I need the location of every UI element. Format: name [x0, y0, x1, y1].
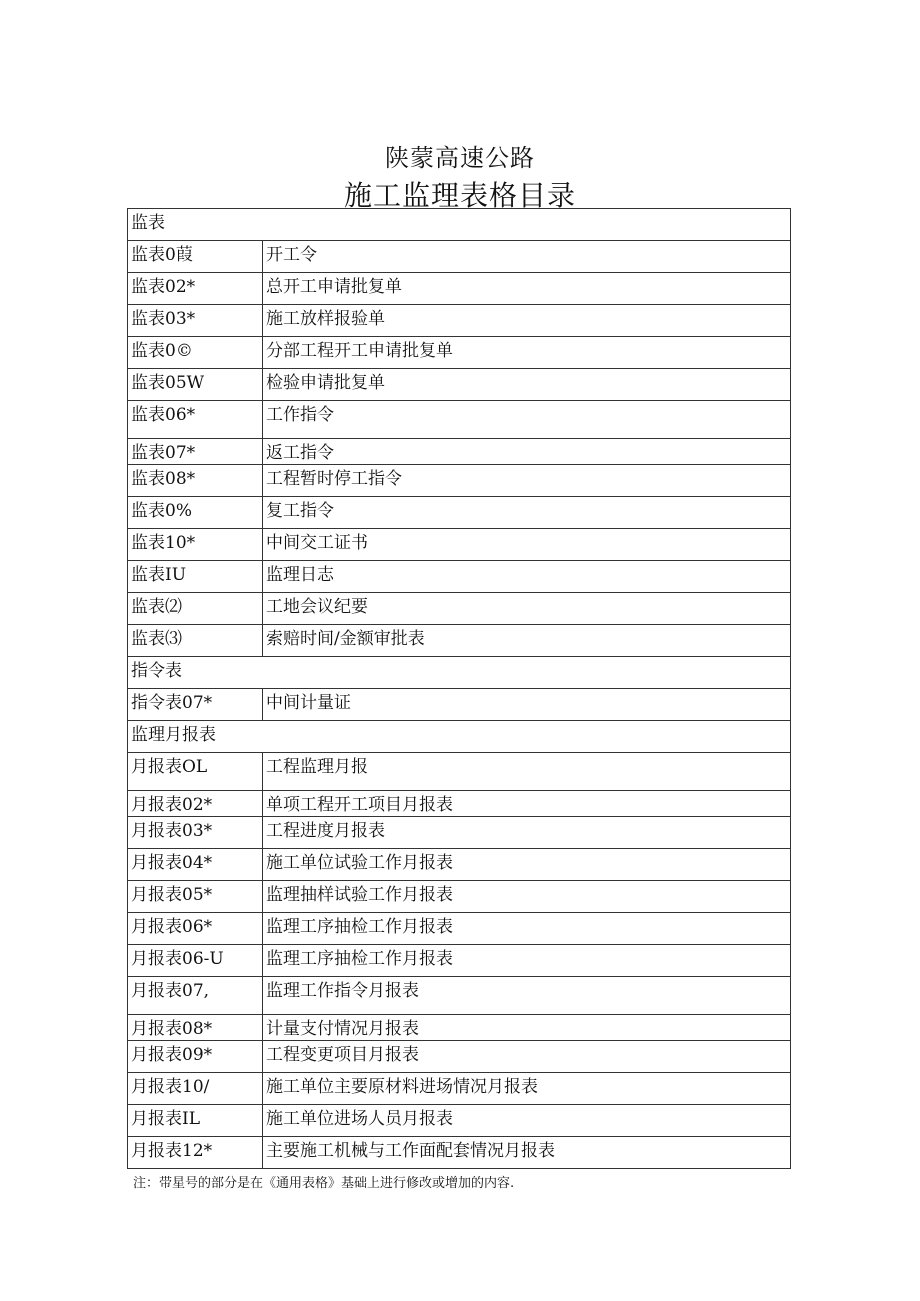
form-name: 返工指令: [263, 439, 791, 465]
form-name: 主要施工机械与工作面配套情况月报表: [263, 1137, 791, 1169]
form-name: 施工单位进场人员月报表: [263, 1105, 791, 1137]
form-name: 计量支付情况月报表: [263, 1015, 791, 1041]
table-row: [128, 1105, 791, 1137]
form-code: 监表IU: [128, 561, 263, 593]
footnote: 注：带星号的部分是在《通用表格》基础上进行修改或增加的内容.: [133, 1176, 515, 1191]
table-row: [128, 1041, 791, 1073]
form-code: 指令表07*: [128, 689, 263, 721]
table-row: [128, 561, 791, 593]
form-name: 施工单位主要原材料进场情况月报表: [263, 1073, 791, 1105]
form-code: 监表0%: [128, 497, 263, 529]
table-row: [128, 337, 791, 369]
form-code: 监表⑶: [128, 625, 263, 657]
table-row: [128, 977, 791, 1015]
form-catalog-table: [127, 208, 791, 1169]
table-row: [128, 1137, 791, 1169]
form-name: 工程进度月报表: [263, 817, 791, 849]
section-row: [128, 657, 791, 689]
form-name: 监理工序抽检工作月报表: [263, 945, 791, 977]
form-name: 工程监理月报: [263, 753, 791, 791]
form-code: 监表0©: [128, 337, 263, 369]
form-code: 监表0葭: [128, 241, 263, 273]
document-title: 施工监理表格目录: [343, 179, 576, 212]
form-name: 工作指令: [263, 401, 791, 439]
table-row: [128, 625, 791, 657]
table-row: [128, 945, 791, 977]
table-row: [128, 593, 791, 625]
form-code: 监表10*: [128, 529, 263, 561]
section-label: 监理月报表: [128, 721, 791, 753]
form-code: 月报表09*: [128, 1041, 263, 1073]
form-name: 工程变更项目月报表: [263, 1041, 791, 1073]
section-label: 监表: [128, 209, 791, 241]
form-code: 月报表12*: [128, 1137, 263, 1169]
form-code: 月报表OL: [128, 753, 263, 791]
form-code: 月报表05*: [128, 881, 263, 913]
form-name: 施工放样报验单: [263, 305, 791, 337]
table-row: [128, 817, 791, 849]
section-row: [128, 721, 791, 753]
form-code: 月报表07,: [128, 977, 263, 1015]
table-row: [128, 401, 791, 439]
form-code: 监表08*: [128, 465, 263, 497]
form-name: 中间交工证书: [263, 529, 791, 561]
form-name: 监理工作指令月报表: [263, 977, 791, 1015]
form-code: 监表⑵: [128, 593, 263, 625]
form-name: 监理工序抽检工作月报表: [263, 913, 791, 945]
form-name: 中间计量证: [263, 689, 791, 721]
form-name: 分部工程开工申请批复单: [263, 337, 791, 369]
form-name: 工程暂时停工指令: [263, 465, 791, 497]
table-row: [128, 465, 791, 497]
table-row: [128, 241, 791, 273]
form-name: 监理日志: [263, 561, 791, 593]
form-name: 单项工程开工项目月报表: [263, 791, 791, 817]
table-row: [128, 497, 791, 529]
catalog-table-body: [128, 209, 791, 1169]
table-row: [128, 369, 791, 401]
table-row: [128, 1073, 791, 1105]
form-name: 监理抽样试验工作月报表: [263, 881, 791, 913]
form-name: 施工单位试验工作月报表: [263, 849, 791, 881]
table-row: [128, 273, 791, 305]
form-code: 监表02*: [128, 273, 263, 305]
table-row: [128, 439, 791, 465]
form-code: 监表07*: [128, 439, 263, 465]
form-name: 检验申请批复单: [263, 369, 791, 401]
form-code: 月报表03*: [128, 817, 263, 849]
table-row: [128, 791, 791, 817]
form-name: 索赔时间/金额审批表: [263, 625, 791, 657]
form-code: 监表05W: [128, 369, 263, 401]
form-code: 监表03*: [128, 305, 263, 337]
form-name: 开工令: [263, 241, 791, 273]
form-code: 月报表10/: [128, 1073, 263, 1105]
document-subtitle: 陕蒙高速公路: [385, 144, 535, 172]
form-name: 工地会议纪要: [263, 593, 791, 625]
form-code: 月报表IL: [128, 1105, 263, 1137]
form-name: 总开工申请批复单: [263, 273, 791, 305]
table-row: [128, 689, 791, 721]
form-code: 月报表06*: [128, 913, 263, 945]
section-row: [128, 209, 791, 241]
form-code: 月报表04*: [128, 849, 263, 881]
table-row: [128, 305, 791, 337]
form-name: 复工指令: [263, 497, 791, 529]
form-code: 月报表06-U: [128, 945, 263, 977]
form-code: 月报表02*: [128, 791, 263, 817]
table-row: [128, 881, 791, 913]
table-row: [128, 529, 791, 561]
table-row: [128, 1015, 791, 1041]
section-label: 指令表: [128, 657, 791, 689]
form-code: 监表06*: [128, 401, 263, 439]
table-row: [128, 849, 791, 881]
table-row: [128, 913, 791, 945]
form-code: 月报表08*: [128, 1015, 263, 1041]
table-row: [128, 753, 791, 791]
